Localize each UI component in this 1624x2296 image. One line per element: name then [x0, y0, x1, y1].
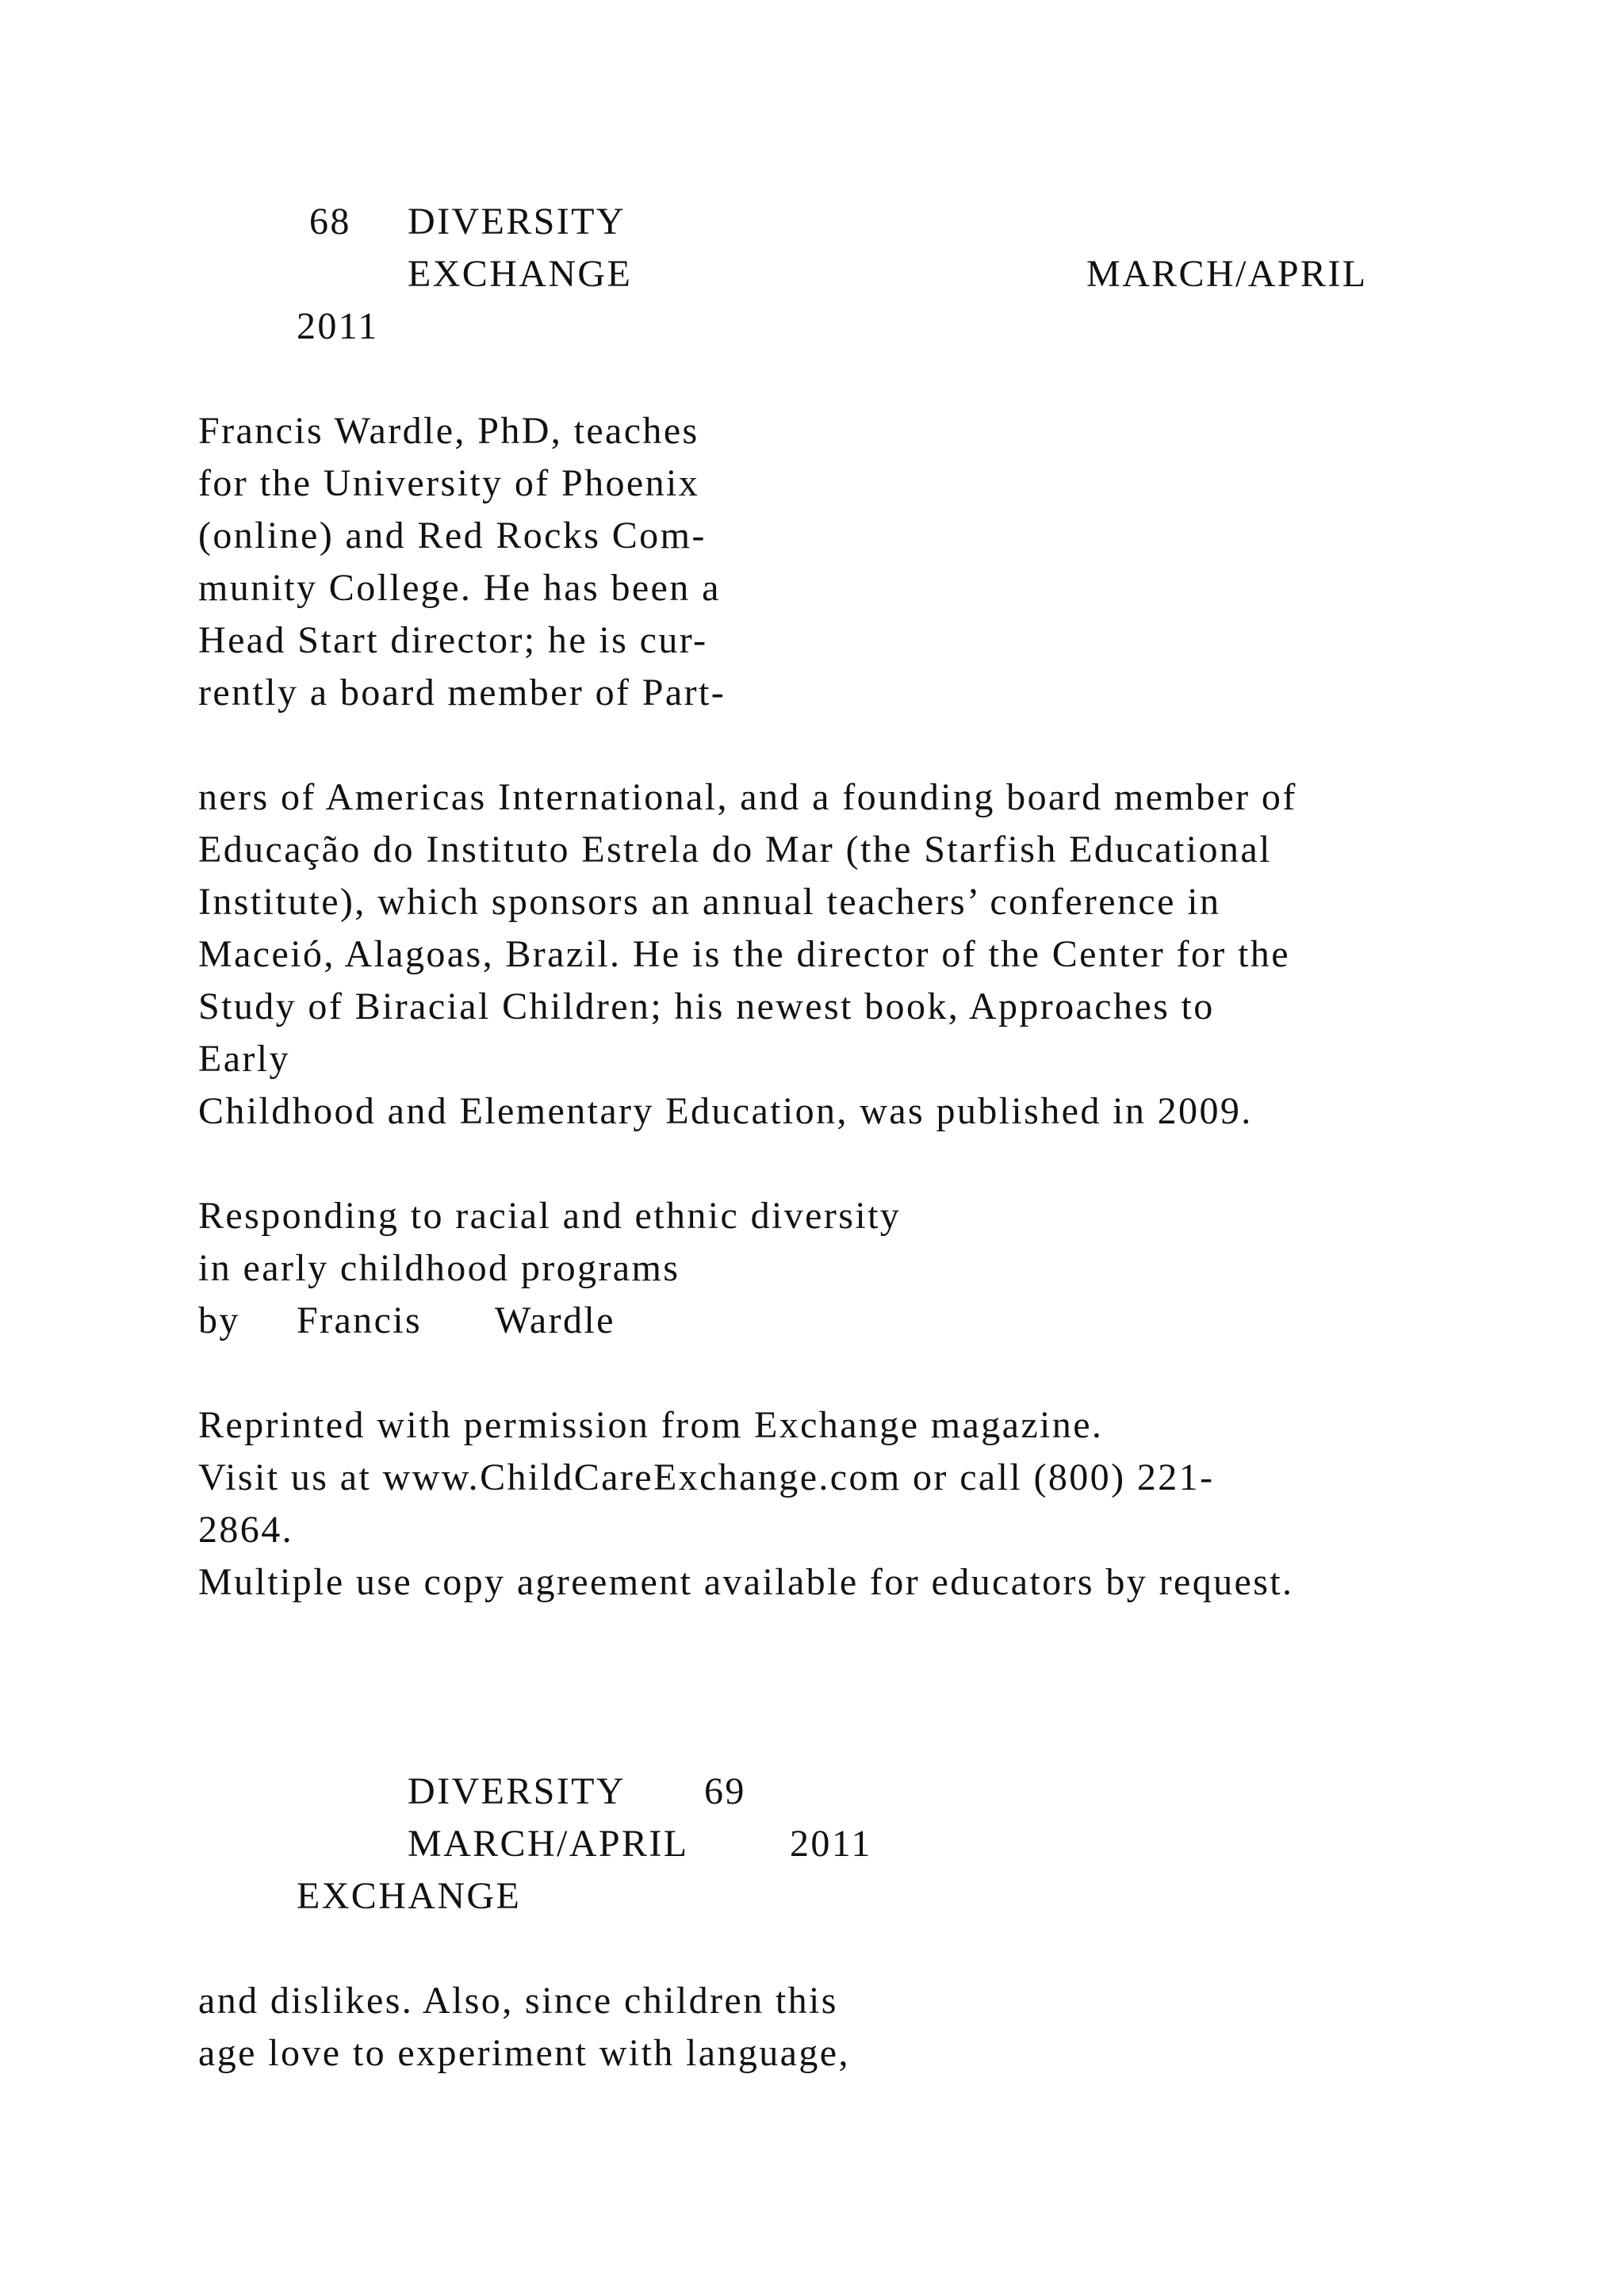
article-title-line: in early childhood programs	[198, 1247, 680, 1289]
header-section-diversity: DIVERSITY	[408, 1770, 626, 1812]
author-bio-line: (online) and Red Rocks Com-	[198, 515, 707, 557]
reprint-notice-line: 2864.	[198, 1509, 293, 1551]
article-title-line: Responding to racial and ethnic diversity	[198, 1195, 902, 1237]
header-magazine-exchange: EXCHANGE	[297, 1875, 522, 1917]
author-bio-line: for the University of Phoenix	[198, 462, 700, 504]
header-issue-month: MARCH/APRIL	[1086, 253, 1368, 295]
author-bio-continued-line: Early	[198, 1038, 290, 1080]
header-section-diversity: DIVERSITY	[408, 201, 626, 243]
header-issue-month: MARCH/APRIL	[408, 1823, 689, 1865]
header-issue-year: 2011	[790, 1823, 872, 1865]
reprint-notice-line: Reprinted with permission from Exchange magazine.	[198, 1404, 1104, 1446]
byline-last-name: Wardle	[495, 1299, 615, 1341]
author-bio-line: munity College. He has been a	[198, 567, 721, 609]
page-number-69: 69	[704, 1770, 746, 1812]
page-number-68: 68	[309, 201, 351, 243]
body-text-line: and dislikes. Also, since children this	[198, 1980, 838, 2022]
author-bio-line: Head Start director; he is cur-	[198, 619, 708, 661]
author-bio-continued-line: Educação do Instituto Estrela do Mar (the Starfish Educational	[198, 828, 1272, 871]
byline-by: by	[198, 1299, 240, 1341]
byline-first-name: Francis	[297, 1299, 423, 1341]
author-bio-continued-line: ners of Americas International, and a founding board member of	[198, 776, 1297, 818]
header-magazine-exchange: EXCHANGE	[408, 253, 633, 295]
body-text-line: age love to experiment with language,	[198, 2032, 850, 2074]
author-bio-line: rently a board member of Part-	[198, 672, 726, 714]
author-bio-continued-line: Institute), which sponsors an annual teachers’ conference in	[198, 881, 1221, 923]
author-bio-continued-line: Maceió, Alagoas, Brazil. He is the director of the Center for the	[198, 933, 1290, 975]
reprint-notice-line: Multiple use copy agreement available for educators by request.	[198, 1561, 1294, 1603]
header-issue-year: 2011	[297, 305, 379, 347]
reprint-notice-line: Visit us at www.ChildCareExchange.com or call (800) 221-	[198, 1456, 1215, 1498]
author-bio-continued-line: Childhood and Elementary Education, was published in 2009.	[198, 1090, 1253, 1132]
author-bio-continued-line: Study of Biracial Children; his newest book, Approaches to	[198, 985, 1215, 1027]
author-bio-line: Francis Wardle, PhD, teaches	[198, 410, 699, 452]
